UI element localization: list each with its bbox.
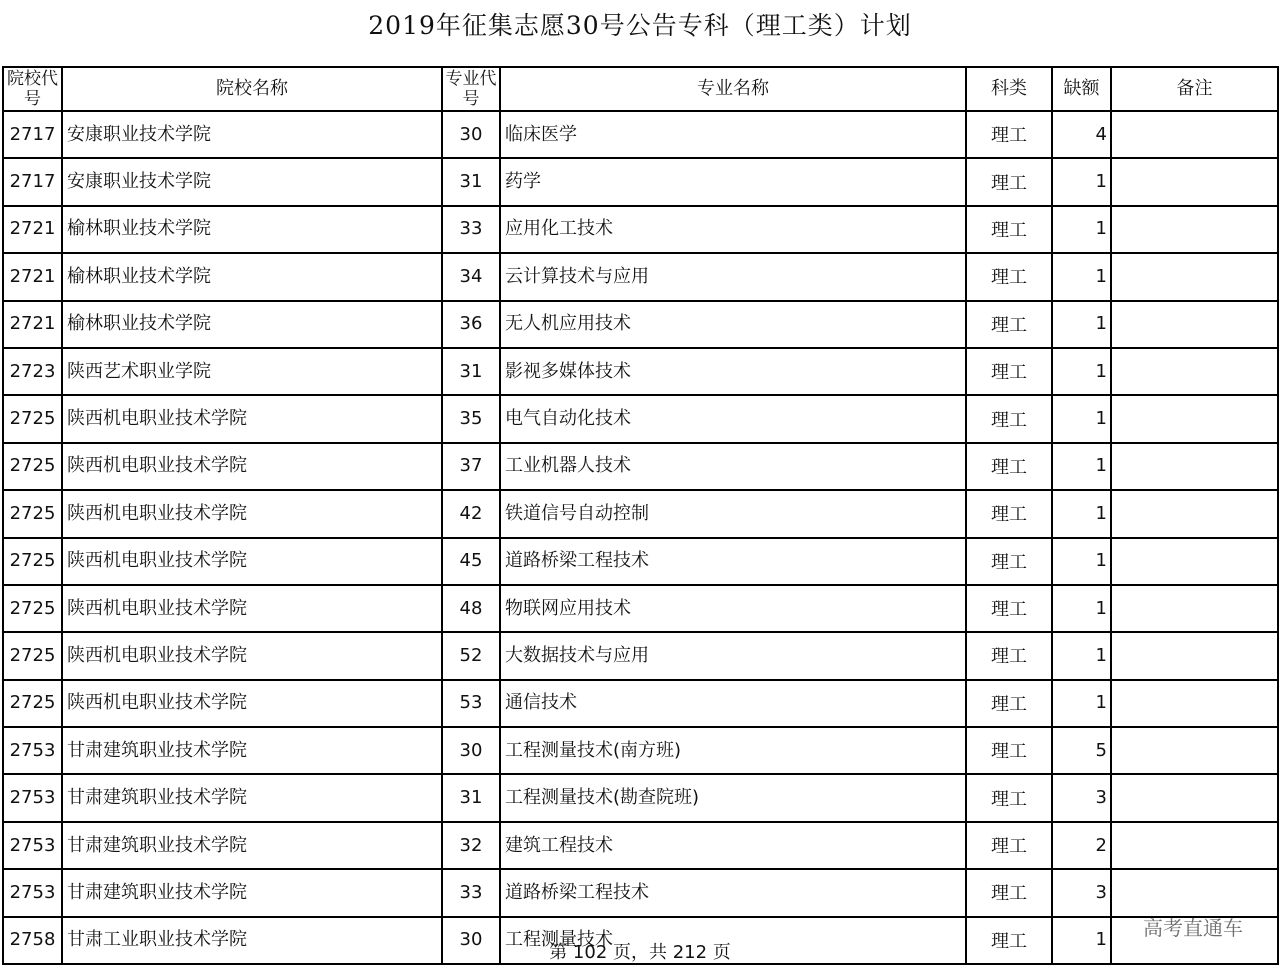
cell-school-name: 陕西艺术职业学院 <box>62 348 442 395</box>
cell-major-code: 35 <box>442 395 500 442</box>
cell-major-name: 影视多媒体技术 <box>500 348 966 395</box>
cell-school-code: 2723 <box>3 348 62 395</box>
table-header-row <box>3 67 1278 111</box>
cell-major-name: 工程测量技术(勘查院班) <box>500 774 966 821</box>
table-row <box>3 585 1278 632</box>
cell-category: 理工 <box>966 538 1052 585</box>
cell-school-name: 陕西机电职业技术学院 <box>62 443 442 490</box>
table-row <box>3 869 1278 916</box>
cell-category: 理工 <box>966 585 1052 632</box>
cell-category: 理工 <box>966 680 1052 727</box>
cell-vacancy: 1 <box>1052 585 1111 632</box>
cell-school-code: 2725 <box>3 538 62 585</box>
cell-remarks <box>1111 158 1278 205</box>
cell-major-code: 31 <box>442 348 500 395</box>
cell-remarks <box>1111 680 1278 727</box>
table-row <box>3 395 1278 442</box>
table-row <box>3 348 1278 395</box>
cell-vacancy: 3 <box>1052 869 1111 916</box>
cell-remarks <box>1111 632 1278 679</box>
cell-category: 理工 <box>966 395 1052 442</box>
cell-category: 理工 <box>966 111 1052 158</box>
table-row <box>3 727 1278 774</box>
cell-school-name: 榆林职业技术学院 <box>62 253 442 300</box>
table-row <box>3 632 1278 679</box>
cell-vacancy: 1 <box>1052 680 1111 727</box>
cell-major-code: 42 <box>442 490 500 537</box>
cell-school-name: 陕西机电职业技术学院 <box>62 538 442 585</box>
cell-major-code: 30 <box>442 111 500 158</box>
cell-major-code: 33 <box>442 206 500 253</box>
cell-remarks <box>1111 822 1278 869</box>
cell-school-code: 2725 <box>3 632 62 679</box>
cell-school-code: 2721 <box>3 206 62 253</box>
header-school-code: 院校代号 <box>3 67 62 111</box>
cell-major-name: 道路桥梁工程技术 <box>500 538 966 585</box>
cell-vacancy: 1 <box>1052 917 1111 964</box>
table-row <box>3 443 1278 490</box>
cell-major-code: 37 <box>442 443 500 490</box>
cell-vacancy: 1 <box>1052 490 1111 537</box>
cell-major-name: 临床医学 <box>500 111 966 158</box>
header-remarks: 备注 <box>1111 67 1278 111</box>
table-row <box>3 774 1278 821</box>
cell-major-name: 工程测量技术(南方班) <box>500 727 966 774</box>
header-vacancy: 缺额 <box>1052 67 1111 111</box>
cell-category: 理工 <box>966 348 1052 395</box>
cell-major-name: 应用化工技术 <box>500 206 966 253</box>
cell-remarks <box>1111 774 1278 821</box>
cell-category: 理工 <box>966 632 1052 679</box>
cell-school-code: 2725 <box>3 395 62 442</box>
cell-major-code: 34 <box>442 253 500 300</box>
cell-major-name: 电气自动化技术 <box>500 395 966 442</box>
cell-major-code: 33 <box>442 869 500 916</box>
cell-remarks <box>1111 395 1278 442</box>
cell-school-code: 2717 <box>3 158 62 205</box>
cell-remarks <box>1111 585 1278 632</box>
cell-vacancy: 1 <box>1052 443 1111 490</box>
cell-major-code: 31 <box>442 158 500 205</box>
cell-major-name: 铁道信号自动控制 <box>500 490 966 537</box>
cell-major-code: 48 <box>442 585 500 632</box>
cell-category: 理工 <box>966 727 1052 774</box>
cell-school-name: 甘肃建筑职业技术学院 <box>62 727 442 774</box>
cell-major-code: 32 <box>442 822 500 869</box>
cell-major-name: 建筑工程技术 <box>500 822 966 869</box>
cell-school-code: 2758 <box>3 917 62 964</box>
cell-major-name: 大数据技术与应用 <box>500 632 966 679</box>
cell-vacancy: 5 <box>1052 727 1111 774</box>
cell-school-name: 陕西机电职业技术学院 <box>62 395 442 442</box>
cell-remarks <box>1111 443 1278 490</box>
cell-school-code: 2725 <box>3 443 62 490</box>
table-row <box>3 206 1278 253</box>
cell-major-name: 物联网应用技术 <box>500 585 966 632</box>
table-row <box>3 158 1278 205</box>
cell-vacancy: 1 <box>1052 301 1111 348</box>
cell-vacancy: 1 <box>1052 158 1111 205</box>
cell-vacancy: 1 <box>1052 253 1111 300</box>
cell-school-name: 安康职业技术学院 <box>62 111 442 158</box>
cell-vacancy: 4 <box>1052 111 1111 158</box>
cell-category: 理工 <box>966 206 1052 253</box>
admission-plan-table <box>2 66 1279 965</box>
cell-remarks <box>1111 253 1278 300</box>
cell-remarks <box>1111 869 1278 916</box>
cell-vacancy: 1 <box>1052 348 1111 395</box>
cell-major-name: 无人机应用技术 <box>500 301 966 348</box>
cell-school-code: 2725 <box>3 585 62 632</box>
cell-school-code: 2753 <box>3 822 62 869</box>
cell-school-name: 陕西机电职业技术学院 <box>62 490 442 537</box>
cell-school-name: 榆林职业技术学院 <box>62 301 442 348</box>
cell-remarks <box>1111 538 1278 585</box>
cell-remarks <box>1111 111 1278 158</box>
cell-category: 理工 <box>966 443 1052 490</box>
header-category: 科类 <box>966 67 1052 111</box>
table-row <box>3 301 1278 348</box>
cell-major-code: 45 <box>442 538 500 585</box>
cell-major-code: 52 <box>442 632 500 679</box>
cell-major-code: 30 <box>442 917 500 964</box>
cell-school-code: 2753 <box>3 774 62 821</box>
cell-school-code: 2721 <box>3 301 62 348</box>
document-title: 2019年征集志愿30号公告专科（理工类）计划 <box>368 11 912 40</box>
cell-category: 理工 <box>966 774 1052 821</box>
cell-vacancy: 1 <box>1052 395 1111 442</box>
table-row <box>3 490 1278 537</box>
cell-category: 理工 <box>966 869 1052 916</box>
cell-major-name: 工业机器人技术 <box>500 443 966 490</box>
cell-school-code: 2753 <box>3 869 62 916</box>
cell-remarks <box>1111 348 1278 395</box>
cell-school-name: 甘肃建筑职业技术学院 <box>62 822 442 869</box>
cell-major-name: 工程测量技术 <box>500 917 966 964</box>
cell-major-name: 云计算技术与应用 <box>500 253 966 300</box>
cell-major-name: 通信技术 <box>500 680 966 727</box>
table-row <box>3 253 1278 300</box>
cell-school-name: 榆林职业技术学院 <box>62 206 442 253</box>
cell-major-code: 53 <box>442 680 500 727</box>
table-row <box>3 680 1278 727</box>
table-row <box>3 538 1278 585</box>
cell-major-code: 30 <box>442 727 500 774</box>
cell-vacancy: 2 <box>1052 822 1111 869</box>
cell-remarks <box>1111 727 1278 774</box>
cell-category: 理工 <box>966 490 1052 537</box>
cell-school-name: 甘肃建筑职业技术学院 <box>62 869 442 916</box>
header-major-code: 专业代号 <box>442 67 500 111</box>
cell-remarks <box>1111 301 1278 348</box>
cell-remarks <box>1111 490 1278 537</box>
cell-remarks <box>1111 206 1278 253</box>
cell-school-name: 安康职业技术学院 <box>62 158 442 205</box>
cell-category: 理工 <box>966 253 1052 300</box>
cell-school-name: 甘肃建筑职业技术学院 <box>62 774 442 821</box>
cell-school-code: 2721 <box>3 253 62 300</box>
cell-vacancy: 1 <box>1052 538 1111 585</box>
cell-vacancy: 3 <box>1052 774 1111 821</box>
cell-school-code: 2717 <box>3 111 62 158</box>
cell-category: 理工 <box>966 917 1052 964</box>
page-footer: 第 102 页，共 212 页 <box>549 942 731 963</box>
table-row <box>3 111 1278 158</box>
cell-vacancy: 1 <box>1052 632 1111 679</box>
cell-school-code: 2753 <box>3 727 62 774</box>
header-school-name: 院校名称 <box>62 67 442 111</box>
watermark-text: 高考直通车 <box>1143 916 1243 940</box>
cell-school-code: 2725 <box>3 490 62 537</box>
cell-school-code: 2725 <box>3 680 62 727</box>
cell-major-code: 31 <box>442 774 500 821</box>
cell-major-code: 36 <box>442 301 500 348</box>
cell-category: 理工 <box>966 822 1052 869</box>
cell-major-name: 道路桥梁工程技术 <box>500 869 966 916</box>
cell-school-name: 陕西机电职业技术学院 <box>62 585 442 632</box>
cell-major-name: 药学 <box>500 158 966 205</box>
table-row <box>3 822 1278 869</box>
cell-vacancy: 1 <box>1052 206 1111 253</box>
cell-category: 理工 <box>966 301 1052 348</box>
cell-school-name: 陕西机电职业技术学院 <box>62 632 442 679</box>
cell-school-name: 甘肃工业职业技术学院 <box>62 917 442 964</box>
cell-school-name: 陕西机电职业技术学院 <box>62 680 442 727</box>
cell-category: 理工 <box>966 158 1052 205</box>
header-major-name: 专业名称 <box>500 67 966 111</box>
